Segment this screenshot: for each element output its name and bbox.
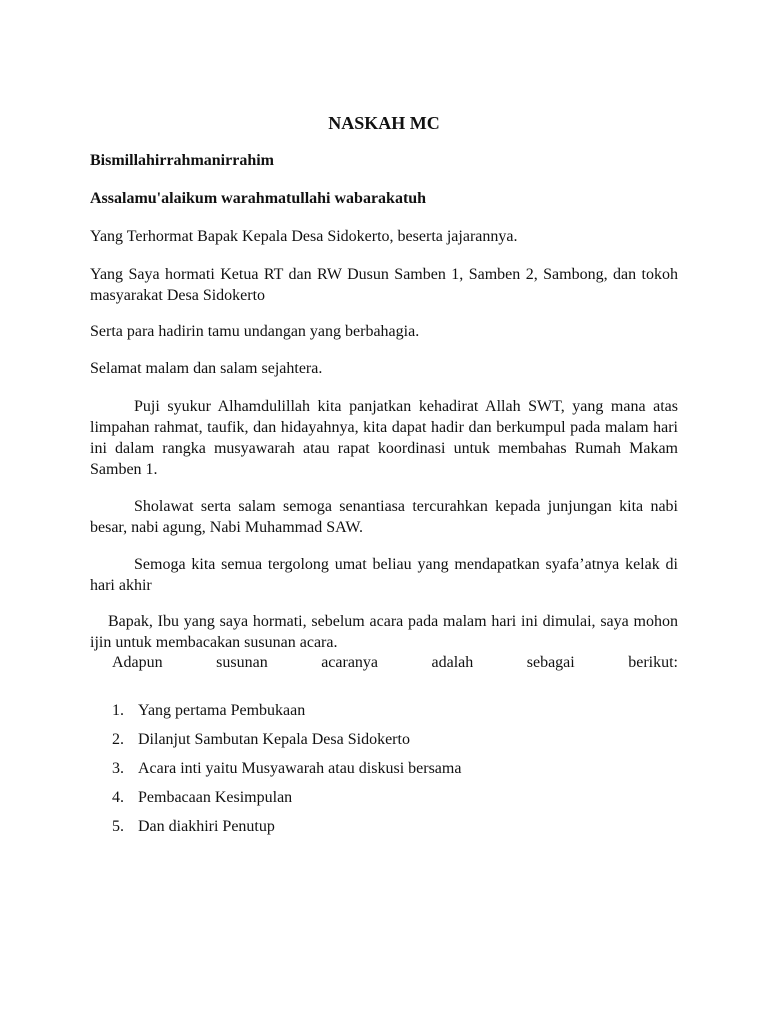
agenda-item-number: 5. bbox=[112, 818, 124, 835]
agenda-item bbox=[112, 700, 461, 721]
agenda-intro-word: susunan bbox=[216, 654, 268, 671]
document-page bbox=[90, 0, 678, 1024]
paragraph-sholawat: Sholawat serta salam semoga senantiasa tercurahkan kepada junjungan kita nabi besar, nabi agung, Nabi Muhammad SAW. bbox=[90, 498, 678, 536]
agenda-item-number: 2. bbox=[112, 731, 124, 748]
basmalah-line: Bismillahirrahmanirrahim bbox=[90, 152, 274, 169]
salam-line: Assalamu'alaikum warahmatullahi wabarakatuh bbox=[90, 190, 427, 207]
agenda-intro-word: Adapun bbox=[112, 654, 163, 671]
agenda-intro-word: sebagai bbox=[526, 654, 575, 671]
agenda-intro-word: berikut: bbox=[628, 654, 678, 671]
agenda-intro-word: acaranya bbox=[321, 654, 379, 671]
agenda-item bbox=[112, 816, 461, 837]
agenda-intro-word: adalah bbox=[431, 654, 474, 671]
agenda-item-text: Dan diakhiri Penutup bbox=[138, 818, 275, 835]
agenda-intro-line bbox=[112, 652, 678, 673]
agenda-item-number: 4. bbox=[112, 789, 124, 806]
agenda-item-number: 1. bbox=[112, 702, 124, 719]
agenda-item bbox=[112, 787, 461, 808]
paragraph-semoga: Semoga kita semua tergolong umat beliau yang mendapatkan syafa’atnya kelak di hari akhir bbox=[90, 556, 678, 594]
agenda-item bbox=[112, 729, 461, 750]
greeting-ketua-rt-rw: Yang Saya hormati Ketua RT dan RW Dusun Samben 1, Samben 2, Sambong, dan tokoh masyarakat Desa Sidokerto bbox=[90, 266, 678, 304]
greeting-hadirin: Serta para hadirin tamu undangan yang berbahagia. bbox=[90, 323, 420, 340]
agenda-item-text: Yang pertama Pembukaan bbox=[138, 702, 306, 719]
paragraph-bapak-ibu: Bapak, Ibu yang saya hormati, sebelum acara pada malam hari ini dimulai, saya mohon ijin untuk membacakan susunan acara. bbox=[90, 613, 678, 651]
paragraph-puji-syukur: Puji syukur Alhamdulillah kita panjatkan kehadirat Allah SWT, yang mana atas limpahan rahmat, taufik, dan hidayahnya, kita dapat hadir dan berkumpul pada malam hari ini dalam rangka musyawarah atau rapat koordinasi untuk membahas Rumah Makam Samben 1. bbox=[90, 398, 678, 478]
agenda-item-number: 3. bbox=[112, 760, 124, 777]
agenda-item-text: Pembacaan Kesimpulan bbox=[138, 789, 293, 806]
agenda-item-text: Acara inti yaitu Musyawarah atau diskusi bersama bbox=[138, 760, 462, 777]
greeting-kepala-desa: Yang Terhormat Bapak Kepala Desa Sidokerto, beserta jajarannya. bbox=[90, 228, 518, 245]
agenda-item-text: Dilanjut Sambutan Kepala Desa Sidokerto bbox=[138, 731, 410, 748]
document-title: NASKAH MC bbox=[328, 113, 440, 133]
agenda-list bbox=[112, 700, 461, 845]
greeting-selamat-malam: Selamat malam dan salam sejahtera. bbox=[90, 360, 323, 377]
agenda-item bbox=[112, 758, 461, 779]
